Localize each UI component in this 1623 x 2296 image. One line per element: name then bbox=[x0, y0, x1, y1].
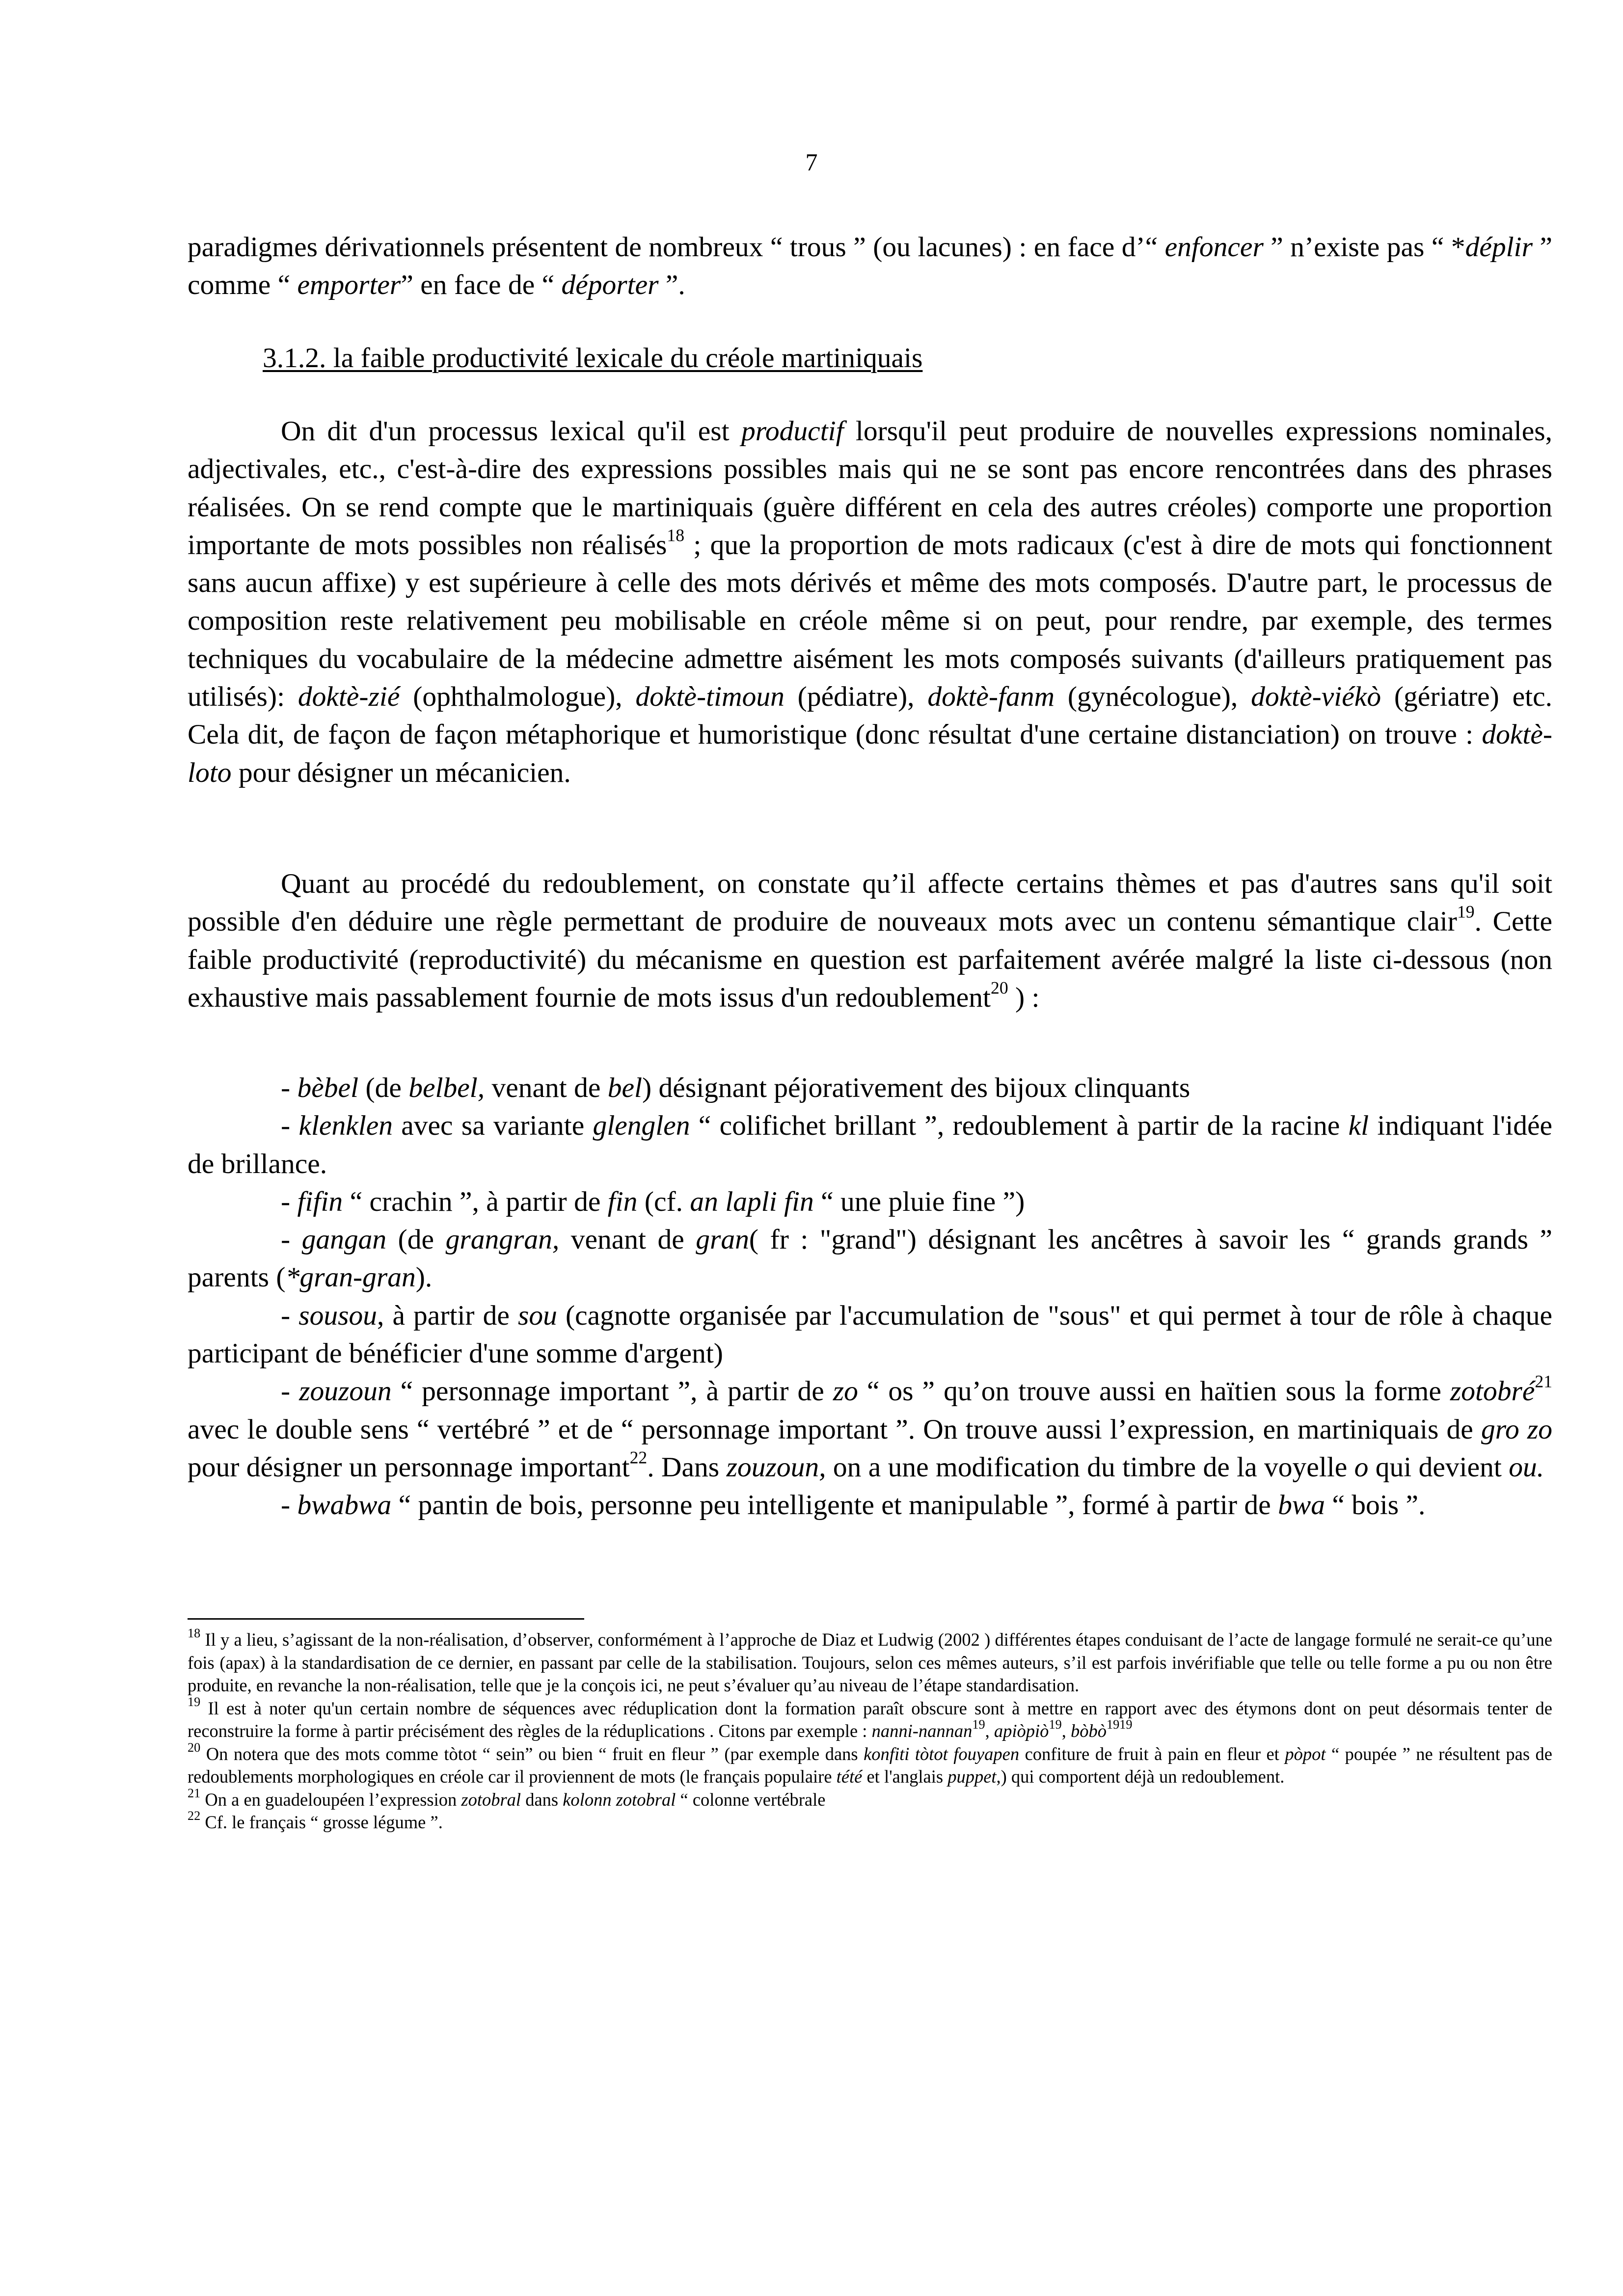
footnote-ref-19[interactable]: 19 bbox=[1457, 902, 1475, 922]
page-number: 7 bbox=[805, 148, 818, 176]
list-item-zouzoun: - zouzoun “ personnage important ”, à partir de zo “ os ” qu’on trouve aussi en haïtien sous la forme zotobré$^{21}$ avec le double sens “ vertébré ” et de “ personnage important ”. On trouve aussi l’expression, en martiniquais de gro zo pour désigner un personnage important$^{22}$. Dans zouzoun, on a une modification du timbre de la voyelle o qui devient ou. bbox=[188, 1371, 1553, 1483]
section-heading: 3.1.2. la faible productivité lexicale du créole martiniquais bbox=[263, 343, 923, 374]
paragraph-redoublement: Quant au procédé du redoublement, on constate qu’il affecte certains thèmes et pas d'autres sans qu'il soit possible d'en déduire une règle permettant de produire de nouveaux mots avec un contenu sémantique clair$^{19}$. Cette faible productivité (reproductivité) du mécanisme en question est parfaitement avérée malgré la liste ci-dessous (non exhaustive mais passablement fournie de mots issus d'un redoublement$^{20}$ ) : bbox=[188, 868, 1552, 1013]
footnote-separator bbox=[188, 1618, 584, 1620]
footnote-19: $^{19}$ Il est à noter qu'un certain nombre de séquences avec réduplication dont la formation paraît obscure sont à mettre en rapport avec des étymons dont on peut désormais tenter de reconstruire la forme à partir précisément des règles de la réduplications . Citons par exemple : nanni-nannan$^{19}$, apiòpiò$^{19}$, bòbò$^{1919}$ bbox=[188, 1694, 1552, 1741]
paragraph-productivity: On dit d'un processus lexical qu'il est productif lorsqu'il peut produire de nouvelles expressions nominales, adjectivales, etc., c'est-à-dire des expressions possibles mais qui ne se sont pas encore rencontrées dans des phrases réalisées. On se rend compte que le martiniquais (guère différent en cela des autres créoles) comporte une proportion importante de mots possibles non réalisés$^{18}$ ; que la proportion de mots radicaux (c'est à dire de mots qui fonctionnent sans aucun affixe) y est supérieure à celle des mots dérivés et même des mots composés. D'autre part, le processus de composition reste relativement peu mobilisable en créole même si on peut, pour rendre, par exemple, des termes techniques du vocabulaire de la médecine admettre aisément les mots composés suivants (d'ailleurs pratiquement pas utilisés): doktè-zié (ophthalmologue), doktè-timoun (pédiatre), doktè-fanm (gynécologue), doktè-viékò (gériatre) etc. Cela dit, de façon de façon métaphorique et humoristique (donc résultat d'une certaine distanciation) on trouve : doktè-loto pour désigner un mécanicien. bbox=[188, 416, 1552, 788]
footnote-ref-18[interactable]: 18 bbox=[667, 525, 685, 545]
footnote-ref-21[interactable]: 21 bbox=[1535, 1371, 1553, 1391]
continuation-paragraph: paradigmes dérivationnels présentent de nombreux “ trous ” (ou lacunes) : en face d’“ enfoncer ” n’existe pas “ *déplir ” comme “ emporter” en face de “ déporter ”. bbox=[188, 232, 1552, 301]
list-item-gangan: - gangan (de grangran, venant de gran( fr : "grand") désignant les ancêtres à savoir les “ grands grands ” parents (*gran-gran). bbox=[188, 1224, 1553, 1293]
footnote-18: $^{18}$ Il y a lieu, s’agissant de la non-réalisation, d’observer, conformément à l’approche de Diaz et Ludwig (2002 ) différentes étapes conduisant de l’acte de langage formulé ne serait-ce qu’une fois (apax) à la standardisation de ce dernier, en passant par celle de la stabilisation. Toujours, selon ces mêmes auteurs, s’il est parfois invérifiable que telle ou telle forme a pu ou non être produite, en revanche la non-réalisation, telle que je la conçois ici, ne peut s’évaluer qu’au niveau de l’étape standardisation. bbox=[188, 1626, 1552, 1695]
footnote-22: $^{22}$ Cf. le français “ grosse légume ”. bbox=[188, 1808, 443, 1832]
footnotes bbox=[188, 1626, 1552, 1834]
reduplication-list bbox=[188, 1069, 1552, 1524]
footnote-20: $^{20}$ On notera que des mots comme tòtot “ sein” ou bien “ fruit en fleur ” (par exemple dans konfiti tòtot fouyapen confiture de fruit à pain en fleur et pòpot “ poupée ” ne résultent pas de redoublements morphologiques en créole car il proviennent de mots (le français populaire tété et l'anglais puppet,) qui comportent déjà un redoublement. bbox=[188, 1740, 1552, 1787]
footnote-ref-22[interactable]: 22 bbox=[629, 1447, 648, 1468]
footnote-21: $^{21}$ On a en guadeloupéen l’expression zotobral dans kolonn zotobral “ colonne vertébrale bbox=[188, 1786, 826, 1810]
list-item-sousou: - sousou, à partir de sou (cagnotte organisée par l'accumulation de "sous" et qui permet à tour de rôle à chaque participant de bénéficier d'une somme d'argent) bbox=[188, 1300, 1553, 1369]
list-item-bwabwa: - bwabwa “ pantin de bois, personne peu intelligente et manipulable ”, formé à partir de bwa “ bois ”. bbox=[281, 1490, 1426, 1521]
list-item-bebel: - bèbel (de belbel, venant de bel) désignant péjorativement des bijoux clinquants bbox=[281, 1072, 1190, 1103]
footnote-ref-20[interactable]: 20 bbox=[991, 978, 1008, 998]
list-item-klenklen: - klenklen avec sa variante glenglen “ colifichet brillant ”, redoublement à partir de la racine kl indiquant l'idée de brillance. bbox=[188, 1110, 1552, 1179]
list-item-fifin: - fifin “ crachin ”, à partir de fin (cf. an lapli fin “ une pluie fine ”) bbox=[281, 1186, 1025, 1217]
